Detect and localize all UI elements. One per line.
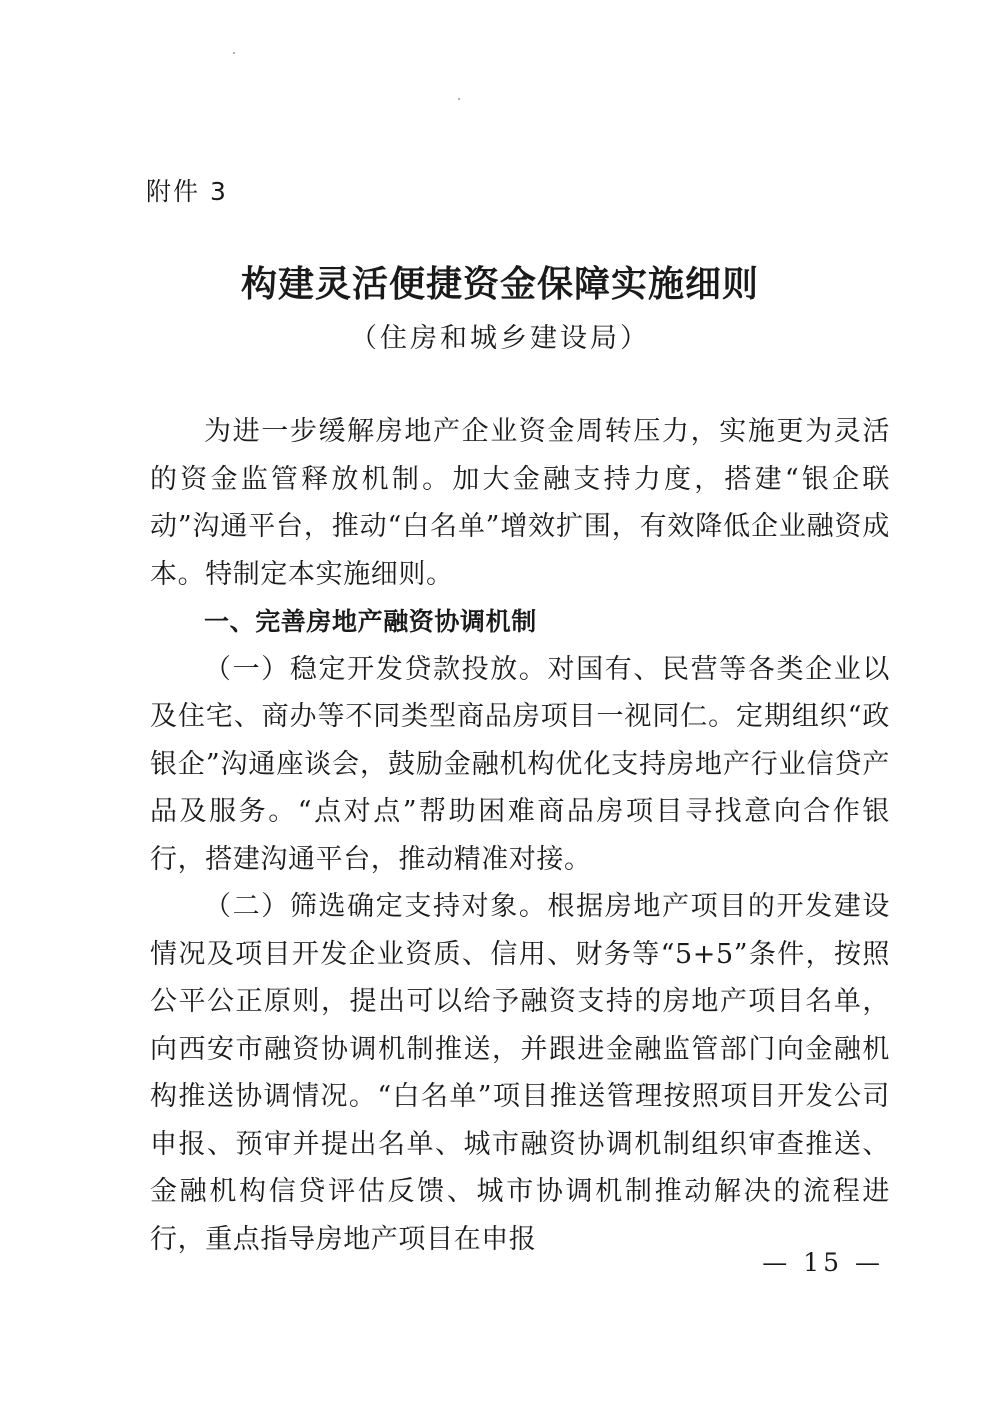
scan-speck [458, 98, 460, 100]
body-paragraph: （二）筛选确定支持对象。根据房地产项目的开发建设情况及项目开发企业资质、信用、财务等“5+5”条件，按照公平公正原则，提出可以给予融资支持的房地产项目名单，向西安市融资协调机制推送，并跟进金融监管部门向金融机构推送协调情况。“白名单”项目推送管理按照项目开发公司申报、预审并提出名单、城市融资协调机制组织审查推送、金融机构信贷评估反馈、城市协调机制推动解决的流程进行，重点指导房地产项目在申报 [150, 891, 890, 1255]
attachment-label: 附件 3 [146, 177, 228, 206]
document-subtitle: （住房和城乡建设局） [350, 323, 650, 354]
body-paragraph: （一）稳定开发贷款投放。对国有、民营等各类企业以及住宅、商办等不同类型商品房项目一视同仁。定期组织“政银企”沟通座谈会，鼓励金融机构优化支持房地产行业信贷产品及服务。“点对点”帮助困难商品房项目寻找意向合作银行，搭建沟通平台，推动精准对接。 [150, 653, 890, 875]
page-number: — 15 — [762, 1248, 884, 1277]
intro-paragraph: 为进一步缓解房地产企业资金周转压力，实施更为灵活的资金监管释放机制。加大金融支持力度，搭建“银企联动”沟通平台，推动“白名单”增效扩围，有效降低企业融资成本。特制定本实施细则。 [150, 416, 890, 590]
section-heading: 一、完善房地产融资协调机制 [204, 607, 537, 636]
document-title: 构建灵活便捷资金保障实施细则 [240, 263, 759, 305]
document-body [150, 408, 890, 1263]
scan-speck [233, 52, 235, 54]
